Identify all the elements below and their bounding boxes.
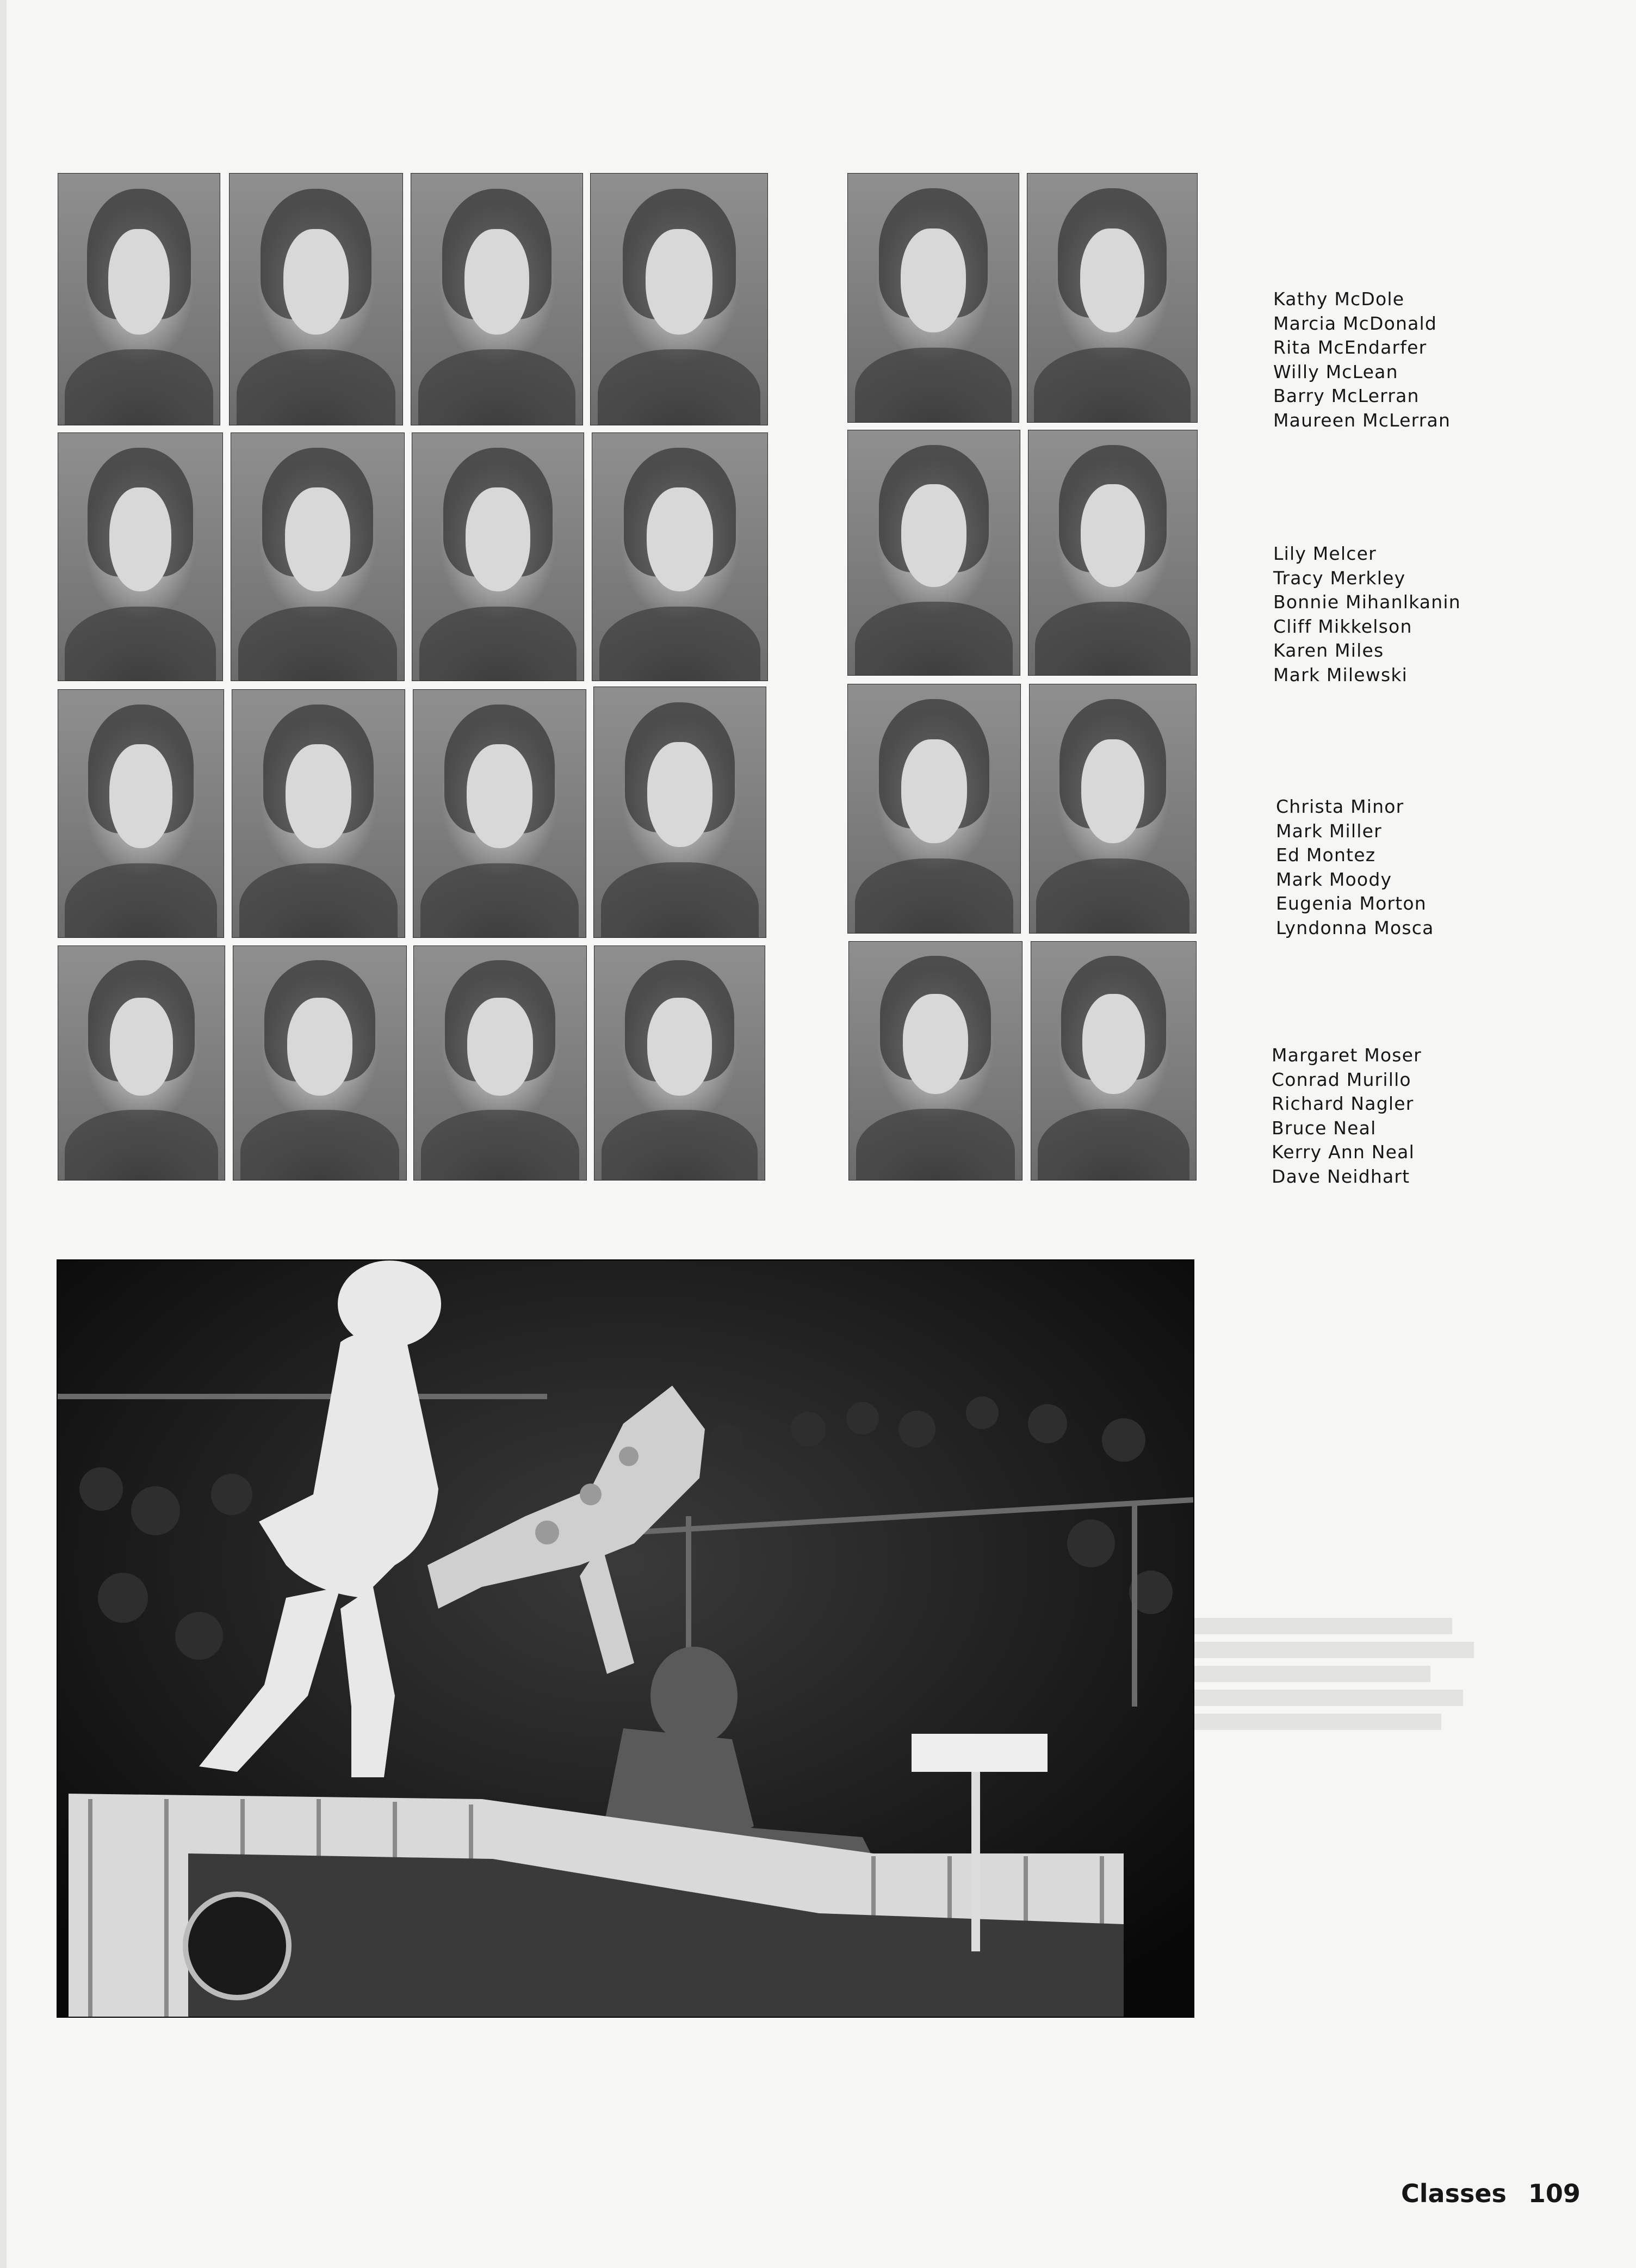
section-label: Classes <box>1401 2179 1507 2208</box>
float-photo-illustration <box>58 1260 1193 2017</box>
portrait-photo <box>847 430 1020 676</box>
student-name: Barry McLerran <box>1273 385 1420 406</box>
homecoming-float-photo <box>57 1259 1194 2018</box>
portrait-photo <box>590 173 768 425</box>
student-name: Kathy McDole <box>1273 288 1405 310</box>
student-name: Mark Miller <box>1276 820 1382 842</box>
portrait-photo <box>1028 430 1198 676</box>
show-through-text <box>1191 1610 1496 1738</box>
student-name: Bonnie Mihanlkanin <box>1273 591 1461 613</box>
page-footer <box>1401 2179 1602 2208</box>
portrait-photo <box>58 945 225 1181</box>
student-name: Willy McLean <box>1273 361 1398 382</box>
portrait-photo <box>413 689 586 938</box>
portrait-photo <box>848 941 1023 1181</box>
student-name: Tracy Merkley <box>1273 567 1406 589</box>
student-name: Dave Neidhart <box>1272 1165 1410 1187</box>
portrait-photo <box>232 689 405 938</box>
student-name: Lyndonna Mosca <box>1276 917 1434 938</box>
student-name: Rita McEndarfer <box>1273 337 1427 358</box>
name-list <box>1276 795 1434 940</box>
student-name: Kerry Ann Neal <box>1272 1141 1415 1163</box>
portrait-photo <box>58 173 220 425</box>
page-edge-shadow <box>0 0 7 2268</box>
student-name: Cliff Mikkelson <box>1273 615 1412 637</box>
student-name: Mark Moody <box>1276 868 1392 890</box>
student-name: Margaret Moser <box>1272 1045 1422 1066</box>
student-name: Maureen McLerran <box>1273 409 1451 431</box>
name-list <box>1273 287 1451 432</box>
portrait-photo <box>1031 941 1197 1181</box>
portrait-photo <box>847 684 1021 934</box>
portrait-photo <box>592 432 768 681</box>
portrait-photo <box>231 432 405 681</box>
portrait-photo <box>1027 173 1198 423</box>
portrait-photo <box>233 945 407 1181</box>
portrait-photo <box>58 432 223 681</box>
student-name: Ed Montez <box>1276 844 1376 866</box>
student-name: Eugenia Morton <box>1276 893 1427 914</box>
portrait-photo <box>413 945 587 1181</box>
portrait-photo <box>594 945 765 1181</box>
student-name: Christa Minor <box>1276 796 1404 817</box>
student-name: Bruce Neal <box>1272 1117 1377 1139</box>
student-name: Mark Milewski <box>1273 664 1408 685</box>
portrait-photo <box>847 173 1019 423</box>
portrait-photo <box>412 432 584 681</box>
student-name: Lily Melcer <box>1273 543 1377 564</box>
student-name: Richard Nagler <box>1272 1093 1414 1114</box>
portrait-photo <box>593 687 766 938</box>
page-number: 109 <box>1528 2179 1581 2208</box>
portrait-photo <box>58 689 224 938</box>
student-name: Conrad Murillo <box>1272 1068 1411 1090</box>
name-list <box>1273 542 1461 687</box>
portrait-photo <box>411 173 583 425</box>
name-list <box>1272 1043 1422 1189</box>
portrait-photo <box>229 173 403 425</box>
student-name: Karen Miles <box>1273 640 1384 661</box>
student-name: Marcia McDonald <box>1273 312 1437 334</box>
portrait-photo <box>1029 684 1197 934</box>
